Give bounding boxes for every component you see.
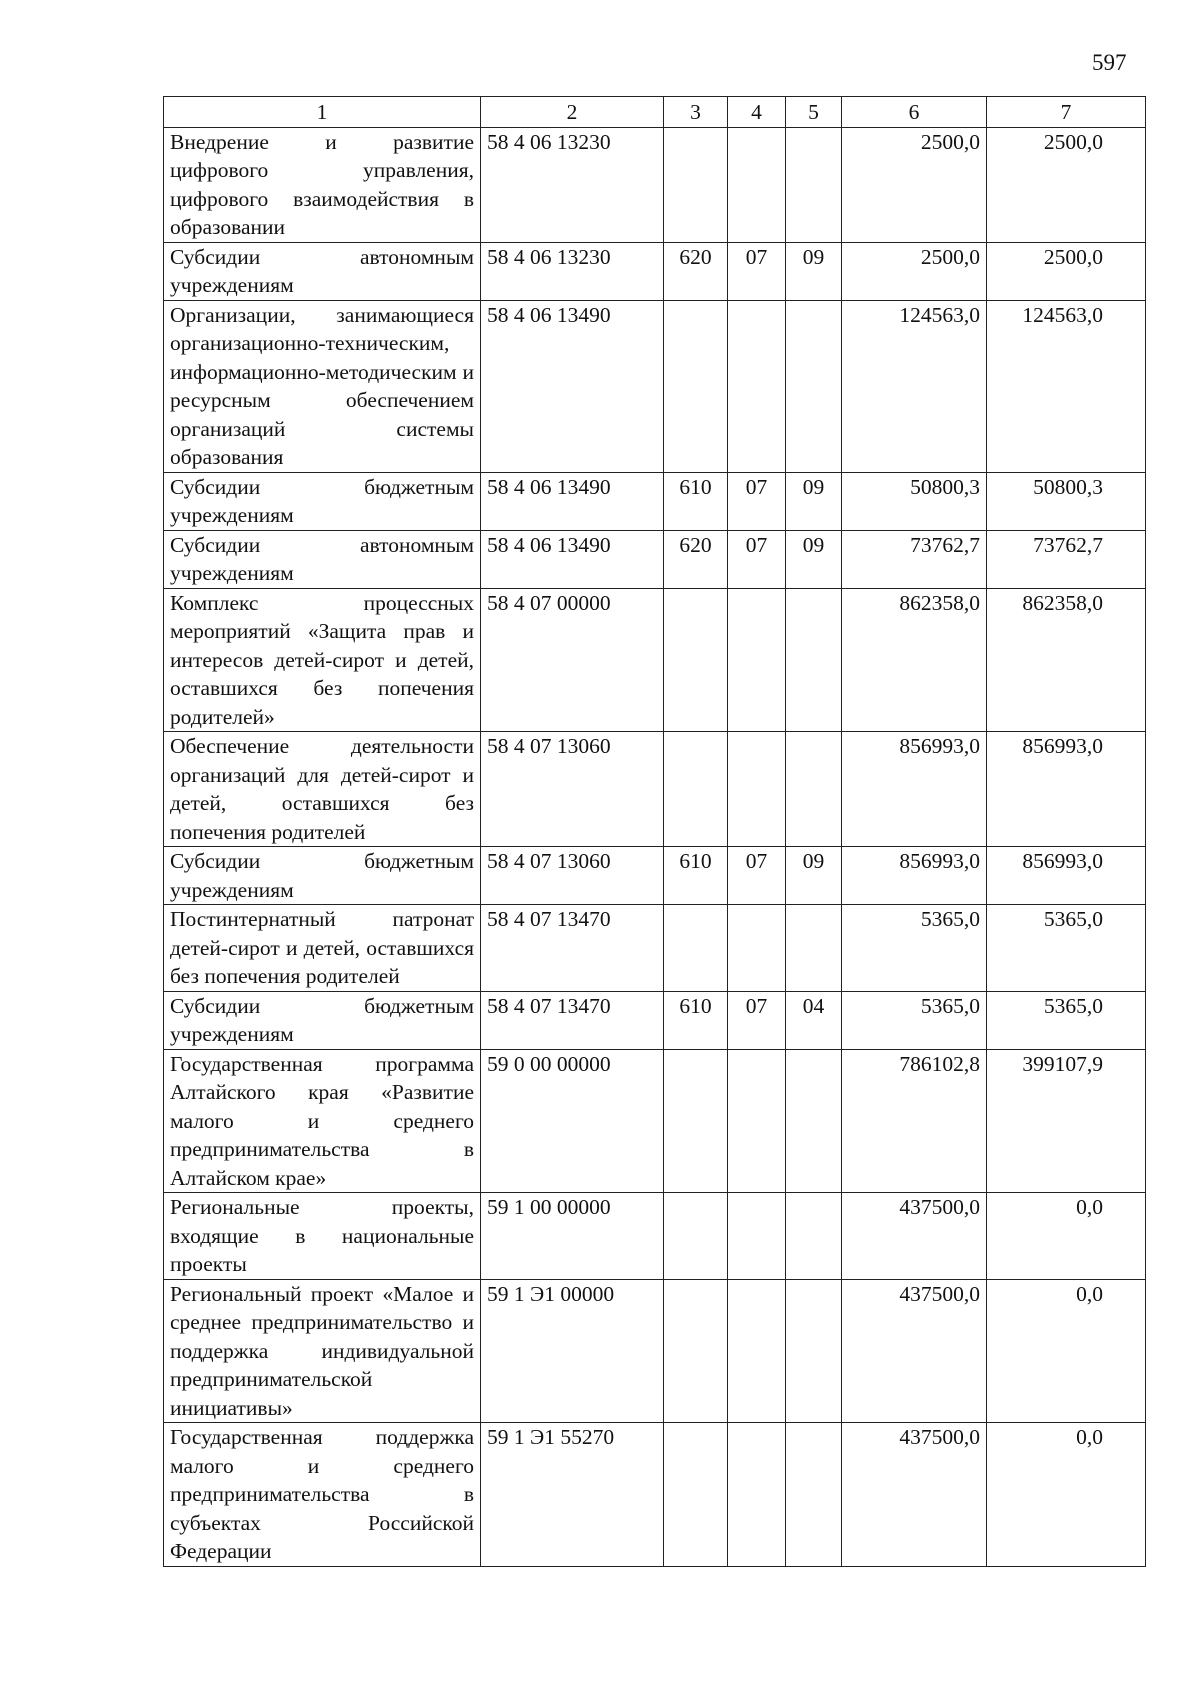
row-code: 58 4 07 00000 — [481, 588, 664, 732]
table-row — [164, 472, 1146, 530]
row-amount-6: 5365,0 — [842, 991, 987, 1049]
row-col5 — [786, 127, 842, 242]
column-header-5: 5 — [786, 97, 842, 128]
row-col3 — [664, 732, 728, 847]
row-name: Субсидии бюджетным учреждениям — [164, 472, 481, 530]
row-amount-7: 5365,0 — [987, 991, 1146, 1049]
table-row — [164, 588, 1146, 732]
row-amount-7: 0,0 — [987, 1279, 1146, 1423]
row-amount-7: 50800,3 — [987, 472, 1146, 530]
row-col4 — [728, 1423, 786, 1567]
row-amount-7: 0,0 — [987, 1193, 1146, 1280]
row-col3 — [664, 300, 728, 472]
table-row — [164, 300, 1146, 472]
row-col5 — [786, 1049, 842, 1193]
row-amount-7: 856993,0 — [987, 732, 1146, 847]
table-row — [164, 530, 1146, 588]
column-header-6: 6 — [842, 97, 987, 128]
table-row — [164, 1423, 1146, 1567]
row-code: 59 0 00 00000 — [481, 1049, 664, 1193]
row-amount-6: 50800,3 — [842, 472, 987, 530]
row-amount-6: 437500,0 — [842, 1279, 987, 1423]
row-code: 58 4 07 13060 — [481, 847, 664, 905]
row-code: 58 4 06 13490 — [481, 472, 664, 530]
row-name: Государственная программа Алтайского края «Развитие малого и среднего предпринимательства в Алтайском крае» — [164, 1049, 481, 1193]
row-amount-7: 124563,0 — [987, 300, 1146, 472]
row-amount-6: 5365,0 — [842, 905, 987, 992]
row-amount-6: 2500,0 — [842, 127, 987, 242]
row-name: Государственная поддержка малого и среднего предпринимательства в субъектах Российской Федерации — [164, 1423, 481, 1567]
row-col5 — [786, 300, 842, 472]
row-amount-6: 437500,0 — [842, 1193, 987, 1280]
table-row — [164, 1279, 1146, 1423]
row-code: 59 1 Э1 00000 — [481, 1279, 664, 1423]
row-name: Постинтернатный патронат детей-сирот и детей, оставшихся без попечения родителей — [164, 905, 481, 992]
table-row — [164, 1049, 1146, 1193]
row-col4 — [728, 732, 786, 847]
row-col4 — [728, 1049, 786, 1193]
row-amount-6: 73762,7 — [842, 530, 987, 588]
row-code: 58 4 07 13470 — [481, 905, 664, 992]
row-amount-6: 856993,0 — [842, 847, 987, 905]
column-header-1: 1 — [164, 97, 481, 128]
row-amount-6: 862358,0 — [842, 588, 987, 732]
row-col4 — [728, 300, 786, 472]
row-name: Субсидии бюджетным учреждениям — [164, 991, 481, 1049]
row-amount-7: 73762,7 — [987, 530, 1146, 588]
column-header-3: 3 — [664, 97, 728, 128]
row-col4: 07 — [728, 991, 786, 1049]
row-col4: 07 — [728, 242, 786, 300]
row-code: 59 1 00 00000 — [481, 1193, 664, 1280]
row-name: Региональные проекты, входящие в национальные проекты — [164, 1193, 481, 1280]
row-name: Обеспечение деятельности организаций для детей-сирот и детей, оставшихся без попечения родителей — [164, 732, 481, 847]
row-name: Организации, занимающиеся организационно-техническим, информационно-методическим и ресурсным обеспечением организаций системы образования — [164, 300, 481, 472]
table-row — [164, 991, 1146, 1049]
row-name: Комплекс процессных мероприятий «Защита прав и интересов детей-сирот и детей, оставшихся без попечения родителей» — [164, 588, 481, 732]
table-row — [164, 127, 1146, 242]
row-col3: 610 — [664, 991, 728, 1049]
row-col4 — [728, 127, 786, 242]
row-amount-7: 399107,9 — [987, 1049, 1146, 1193]
row-name: Субсидии автономным учреждениям — [164, 242, 481, 300]
row-col3 — [664, 1049, 728, 1193]
page-number: 597 — [1092, 50, 1127, 75]
row-col3: 620 — [664, 530, 728, 588]
column-header-2: 2 — [481, 97, 664, 128]
column-header-4: 4 — [728, 97, 786, 128]
row-amount-7: 0,0 — [987, 1423, 1146, 1567]
row-amount-6: 786102,8 — [842, 1049, 987, 1193]
row-code: 58 4 06 13490 — [481, 530, 664, 588]
row-col5 — [786, 1193, 842, 1280]
row-name: Субсидии автономным учреждениям — [164, 530, 481, 588]
row-code: 58 4 07 13470 — [481, 991, 664, 1049]
row-col4 — [728, 905, 786, 992]
row-col5 — [786, 905, 842, 992]
row-code: 58 4 06 13230 — [481, 242, 664, 300]
table-row — [164, 905, 1146, 992]
row-col4 — [728, 1279, 786, 1423]
row-col3 — [664, 1279, 728, 1423]
row-amount-7: 2500,0 — [987, 127, 1146, 242]
row-col3: 610 — [664, 472, 728, 530]
row-amount-6: 124563,0 — [842, 300, 987, 472]
table-row — [164, 1193, 1146, 1280]
row-col3 — [664, 588, 728, 732]
row-amount-7: 5365,0 — [987, 905, 1146, 992]
row-col3 — [664, 1193, 728, 1280]
row-code: 59 1 Э1 55270 — [481, 1423, 664, 1567]
row-amount-7: 856993,0 — [987, 847, 1146, 905]
table-row — [164, 242, 1146, 300]
row-col5 — [786, 1279, 842, 1423]
row-col5 — [786, 588, 842, 732]
row-col5: 04 — [786, 991, 842, 1049]
table-header-row — [164, 97, 1146, 128]
row-col3 — [664, 1423, 728, 1567]
row-col4 — [728, 1193, 786, 1280]
budget-table — [163, 96, 1146, 1567]
row-col3: 610 — [664, 847, 728, 905]
column-header-7: 7 — [987, 97, 1146, 128]
row-amount-7: 862358,0 — [987, 588, 1146, 732]
row-col3 — [664, 905, 728, 992]
row-amount-7: 2500,0 — [987, 242, 1146, 300]
row-code: 58 4 06 13230 — [481, 127, 664, 242]
row-col4: 07 — [728, 847, 786, 905]
row-col5: 09 — [786, 530, 842, 588]
row-amount-6: 437500,0 — [842, 1423, 987, 1567]
row-col4 — [728, 588, 786, 732]
row-col5 — [786, 1423, 842, 1567]
row-col5 — [786, 732, 842, 847]
row-code: 58 4 07 13060 — [481, 732, 664, 847]
table-row — [164, 732, 1146, 847]
row-col4: 07 — [728, 530, 786, 588]
row-amount-6: 856993,0 — [842, 732, 987, 847]
row-col5: 09 — [786, 847, 842, 905]
row-col5: 09 — [786, 472, 842, 530]
row-col3: 620 — [664, 242, 728, 300]
row-col3 — [664, 127, 728, 242]
row-col4: 07 — [728, 472, 786, 530]
row-name: Внедрение и развитие цифрового управления, цифрового взаимодействия в образовании — [164, 127, 481, 242]
row-amount-6: 2500,0 — [842, 242, 987, 300]
row-name: Субсидии бюджетным учреждениям — [164, 847, 481, 905]
row-code: 58 4 06 13490 — [481, 300, 664, 472]
row-name: Региональный проект «Малое и среднее предпринимательство и поддержка индивидуальной предпринимательской инициативы» — [164, 1279, 481, 1423]
table-row — [164, 847, 1146, 905]
row-col5: 09 — [786, 242, 842, 300]
